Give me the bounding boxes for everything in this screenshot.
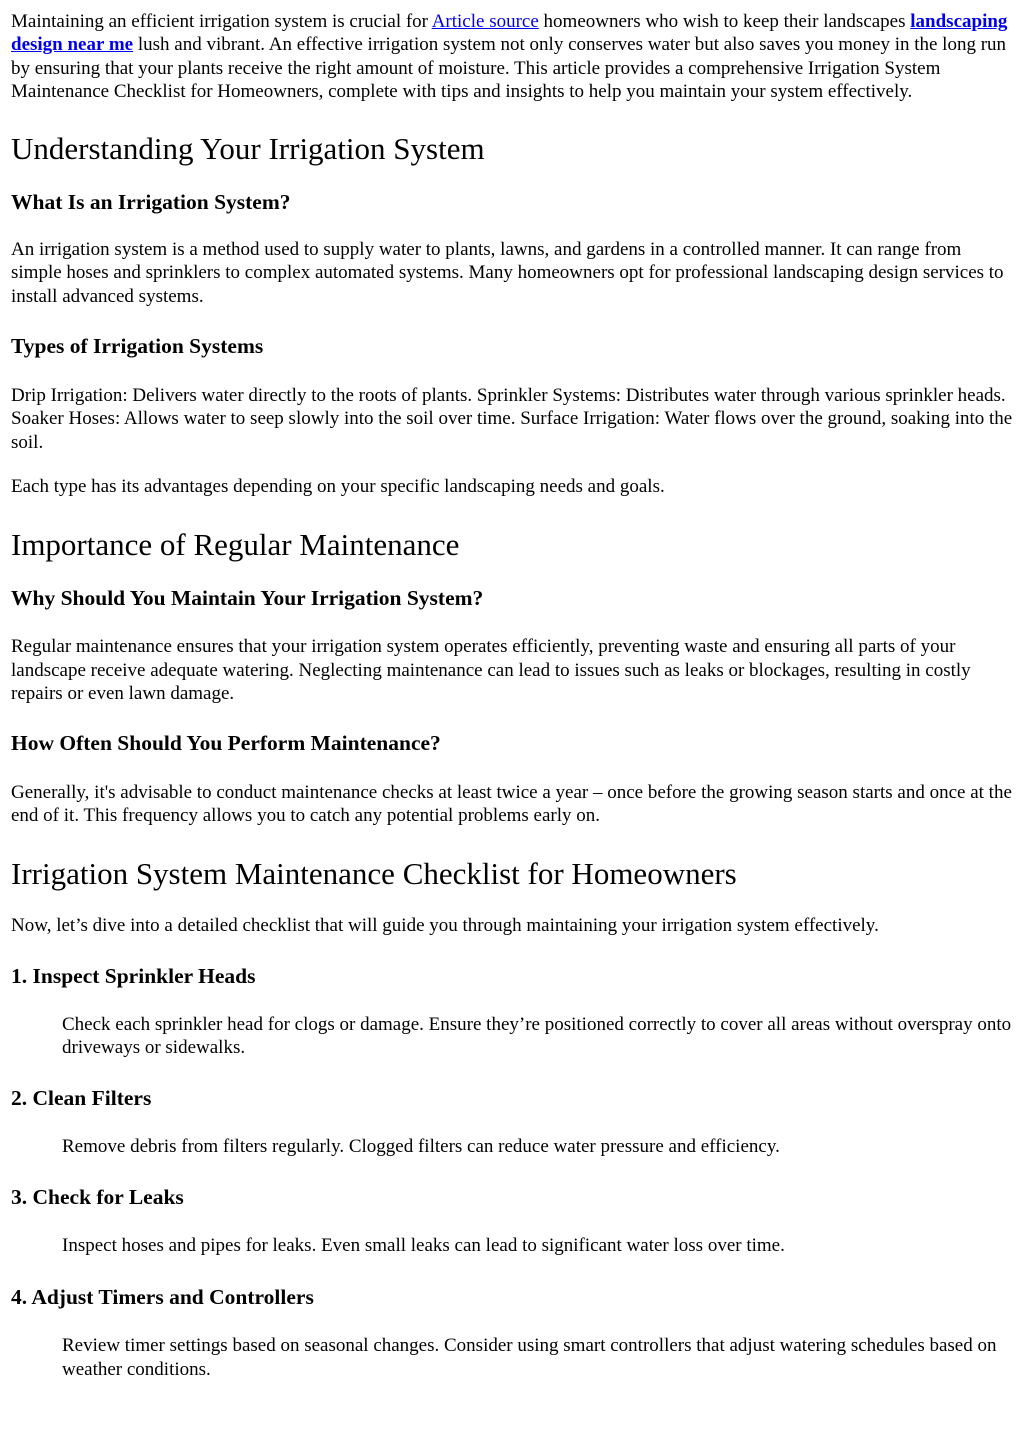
checklist-item-text: Remove debris from filters regularly. Clogged filters can reduce water pressure and efficiency. — [62, 1135, 780, 1157]
paragraph-why: Regular maintenance ensures that your irrigation system operates efficiently, preventing waste and ensuring all parts of your landscape receive adequate watering. Neglecting maintenance can lead to issues such as leaks or blockages, resulting in costly repairs or even lawn damage. — [11, 636, 971, 704]
section-heading-checklist: Irrigation System Maintenance Checklist for Homeowners — [11, 855, 737, 891]
landscaping-design-link[interactable]: landscaping design near me — [11, 11, 1008, 56]
subheading-how-often: How Often Should You Perform Maintenance? — [11, 731, 441, 756]
intro-paragraph — [11, 0, 1013, 103]
paragraph-each-type: Each type has its advantages depending on your specific landscaping needs and goals. — [11, 475, 665, 497]
paragraph-what-is: An irrigation system is a method used to supply water to plants, lawns, and gardens in a controlled manner. It can range from simple hoses and sprinklers to complex automated systems. Many homeowners opt for professional landscaping design services to install advanced systems. — [11, 239, 1004, 307]
intro-text-3: lush and vibrant. An effective irrigation system not only conserves water but also saves you money in the long run by ensuring that your plants receive the right amount of moisture. This article provides a comprehensive Irrigation System Maintenance Checklist for Homeowners, complete with tips and insights to help you maintain your system effectively. — [11, 34, 1007, 102]
subheading-why: Why Should You Maintain Your Irrigation System? — [11, 586, 484, 611]
checklist-item-text: Review timer settings based on seasonal changes. Consider using smart controllers that adjust watering schedules based on weather conditions. — [62, 1335, 997, 1380]
article-source-link[interactable]: Article source — [431, 11, 539, 32]
checklist-item-heading: 3. Check for Leaks — [11, 1184, 184, 1209]
checklist-item-text: Inspect hoses and pipes for leaks. Even small leaks can lead to significant water loss over time. — [62, 1234, 785, 1256]
paragraph-checklist-intro: Now, let’s dive into a detailed checklist that will guide you through maintaining your irrigation system effectively. — [11, 914, 879, 936]
checklist-item-heading: 2. Clean Filters — [11, 1085, 152, 1110]
subheading-types: Types of Irrigation Systems — [11, 334, 264, 359]
checklist-item-text: Check each sprinkler head for clogs or damage. Ensure they’re positioned correctly to cover all areas without overspray onto driveways or sidewalks. — [62, 1014, 1012, 1059]
checklist-item-heading: 4. Adjust Timers and Controllers — [11, 1285, 314, 1310]
paragraph-how-often: Generally, it's advisable to conduct maintenance checks at least twice a year – once before the growing season starts and once at the end of it. This frequency allows you to catch any potential problems early on. — [11, 782, 1012, 827]
section-heading-importance: Importance of Regular Maintenance — [11, 527, 460, 563]
intro-text-2: homeowners who wish to keep their landscapes — [538, 11, 911, 32]
intro-text-1: Maintaining an efficient irrigation system is crucial for — [11, 11, 432, 32]
subheading-what-is: What Is an Irrigation System? — [11, 190, 291, 215]
paragraph-types: Drip Irrigation: Delivers water directly to the roots of plants. Sprinkler Systems: Distributes water through various sprinkler heads. Soaker Hoses: Allows water to seep slowly into the soil over time. Surface Irrigation: Water flows over the ground, soaking into the soil. — [11, 385, 1013, 453]
checklist-item-heading: 1. Inspect Sprinkler Heads — [11, 964, 256, 989]
section-heading-understanding: Understanding Your Irrigation System — [11, 131, 485, 167]
